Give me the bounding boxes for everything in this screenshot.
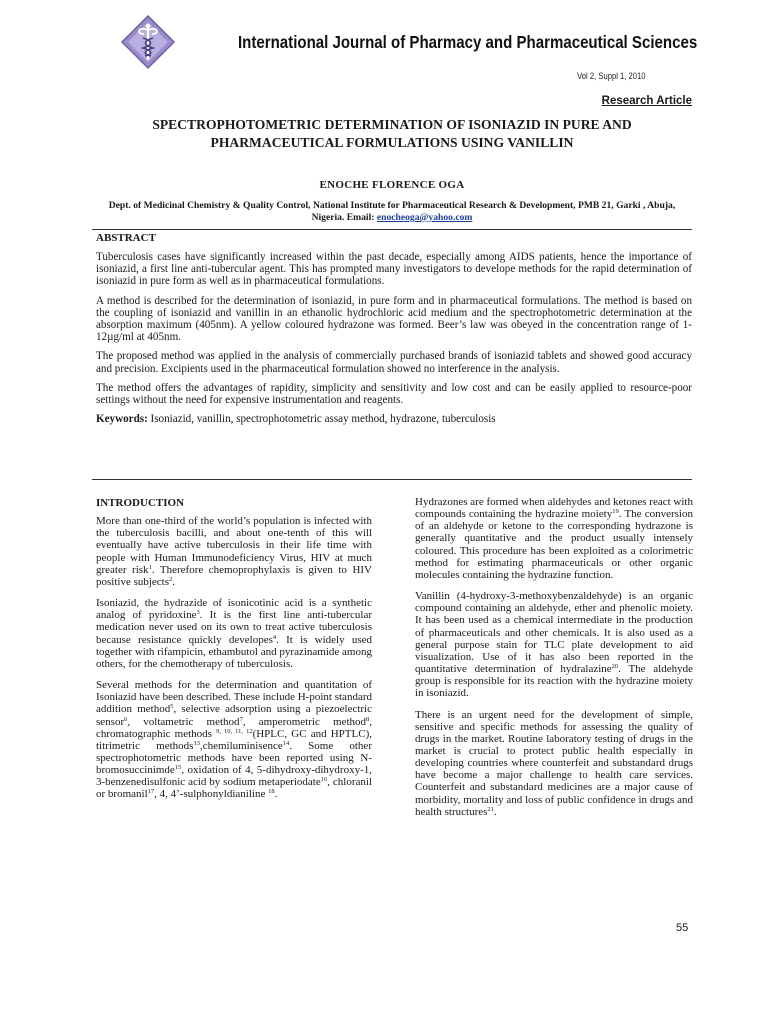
left-column (96, 497, 372, 810)
text-run: Vanillin (4-hydroxy-3-methoxybenzaldehyde) is an organic compound containing an aldehyde, ether and phenolic moiety. It has been used as a chemical intermediate in the production of pharmaceuticals and other chemicals. It is also used as a general purpose stain for TLC plate development to aid visualization. Use of it has also been reported in the quantitative determination of hydralazine (415, 590, 693, 676)
text-run: . The conversion of an aldehyde or ketone to the corresponding hydrazone is generally quantitative and the product usually intensely coloured. This procedure has been exploited as a colorimetric method for estimating pharmaceuticals or other organic molecules containing the hydrazine function. (415, 508, 693, 581)
citation: 5 (170, 703, 174, 711)
volume-info: Vol 2, Suppl 1, 2010 (577, 71, 646, 81)
keywords (96, 413, 692, 425)
text-run: Isoniazid, the hydrazide of isonicotinic acid is a synthetic analog of pyridoxine (96, 597, 372, 622)
text-run: . Some other spectrophotometric methods have been reported using N-bromosuccinimde (96, 739, 372, 777)
journal-title: International Journal of Pharmacy and Pharmaceutical Sciences (238, 32, 698, 52)
intro-paragraph-1 (96, 515, 372, 588)
text-run: , chloranil or bromanil (96, 776, 372, 801)
text-run: , voltametric method (127, 715, 240, 728)
caduceus-icon (120, 14, 176, 70)
intro-paragraph-4 (415, 496, 693, 581)
citation: 9, 10, 11, 12 (216, 727, 253, 735)
abstract-paragraph: A method is described for the determination of isoniazid, in pure form and in pharmaceutical formulations. The method is based on the coupling of isoniazid and vanillin in an ethanolic hydrochloric acid medium and the spectrophotometric determination at the absorption maximum (405nm). A yellow coloured hydrazone was formed. Beer’s law was obeyed in the concentration range of 1-12µg/ml at 405nm. (96, 294, 692, 344)
author-affiliation (92, 200, 692, 224)
citation: 3 (196, 609, 200, 617)
citation: 21 (487, 805, 494, 813)
text-run: (HPLC, GC and HPTLC), titrimetric methods (96, 727, 372, 752)
abstract-divider (92, 479, 692, 480)
citation: 4 (272, 633, 277, 641)
abstract-paragraph: Tuberculosis cases have significantly increased within the past decade, especially among AIDS patients, hence the importance of isoniazid, a first line anti-tubercular agent. This has prompted many investigators to develope methods for the rapid determination of isoniazid in pure form as well as in pharmaceutical formulations. (96, 251, 692, 288)
paper-title: SPECTROPHOTOMETRIC DETERMINATION OF ISONIAZID IN PURE AND PHARMACEUTICAL FORMULATIONS USING VANILLIN (152, 117, 632, 150)
introduction-heading: INTRODUCTION (96, 497, 185, 509)
affiliation-text: Dept. of Medicinal Chemistry & Quality Control, National Institute for Pharmaceutical Research & Development, PMB 21, Garki , Abuja, Nigeria. Email: (108, 200, 676, 223)
citation: 6 (124, 715, 128, 723)
keywords-label: Keywords: (96, 413, 148, 426)
intro-paragraph-6 (415, 709, 693, 818)
text-run: . It is widely used together with rifampicin, ethambutol and pyrazinamide among others, for the chemotherapy of tuberculosis. (96, 633, 372, 670)
text-run: There is an urgent need for the development of simple, sensitive and specific methods for assessing the quality of drugs in the market. Routine laboratory testing of drugs in the market is crucial to protect public health especially in developing countries where counterfeit and substandard drugs have become a major challenge to health care services. Counterfeit and substandard medicines are a major cause of morbidity, mortality and loss of public confidence in drugs and health structures (415, 708, 693, 818)
citation: 2 (169, 575, 173, 583)
author-email-link[interactable]: enocheoga@yahoo.com (376, 212, 473, 223)
citation: 8 (366, 715, 370, 723)
text-run: , amperometric method (242, 715, 366, 728)
intro-paragraph-5 (415, 590, 693, 699)
text-run: ,chemiluminisence (199, 739, 283, 752)
text-run: More than one-third of the world’s population is infected with the tuberculosis bacilli, and about one-tenth of this will eventually have active tuberculosis in their life time with people with Human Immunodeficiency Virus, HIV at much greater risk (96, 515, 372, 576)
text-run: . Therefore chemoprophylaxis is given to HIV positive subjects (96, 563, 372, 588)
text-run: . (172, 575, 176, 588)
citation: 14 (282, 739, 290, 747)
citation: 15 (174, 764, 182, 772)
citation: 13 (193, 739, 200, 747)
citation: 16 (320, 776, 328, 784)
text-run: . (493, 805, 497, 818)
abstract-paragraph: The proposed method was applied in the analysis of commercially purchased brands of isoniazid tablets and showed good accuracy and precision. Excipients used in the pharmaceutical formulation showed no interference in the analysis. (96, 350, 692, 375)
author-name: ENOCHE FLORENCE OGA (319, 179, 465, 191)
citation: 7 (239, 715, 243, 723)
citation: 20 (611, 663, 619, 671)
abstract-paragraph: The method offers the advantages of rapidity, simplicity and sensitivity and low cost and can be easily applied to resource-poor settings without the need for expensive instrumentation and reagents. (96, 381, 692, 407)
text-run: . It is the first line anti-tubercular medication never used on its own to treat active tuberculosis because resistance quickly developes (96, 609, 372, 646)
header-divider (92, 229, 692, 230)
journal-logo (120, 14, 176, 70)
intro-paragraph-2 (96, 597, 372, 670)
text-run: , chromatographic methods (96, 715, 372, 740)
text-run: . (274, 788, 278, 801)
text-run: , selective adsorption using a piezoelectric sensor (96, 703, 372, 728)
abstract-body (96, 251, 692, 432)
abstract-heading: ABSTRACT (96, 232, 156, 244)
text-run: , oxidation of 4, 5-dihydroxy-dihydroxy-1, 3-benzenedisulfonic acid by sodium metaperiodate (96, 764, 372, 789)
article-type: Research Article (601, 95, 692, 107)
citation: 19 (612, 508, 619, 516)
intro-paragraph-3 (96, 679, 372, 801)
text-run: , 4, 4’-sulphonyldianiline (154, 788, 269, 801)
text-run: Several methods for the determination and quantitation of Isoniazid have been described. These include H-point standard addition method (96, 679, 372, 716)
page-number: 55 (676, 922, 689, 934)
text-run: Hydrazones are formed when aldehydes and ketones react with compounds containing the hydrazine moiety (415, 496, 693, 521)
right-column (415, 496, 693, 827)
keywords-text: Isoniazid, vanillin, spectrophotometric assay method, hydrazone, tuberculosis (147, 413, 496, 426)
citation: 1 (148, 563, 152, 571)
citation: 18 (268, 788, 275, 796)
citation: 17 (147, 788, 155, 796)
text-run: . The aldehyde group is responsible for its reaction with the hydrazine moiety in isoniazid. (415, 663, 693, 700)
